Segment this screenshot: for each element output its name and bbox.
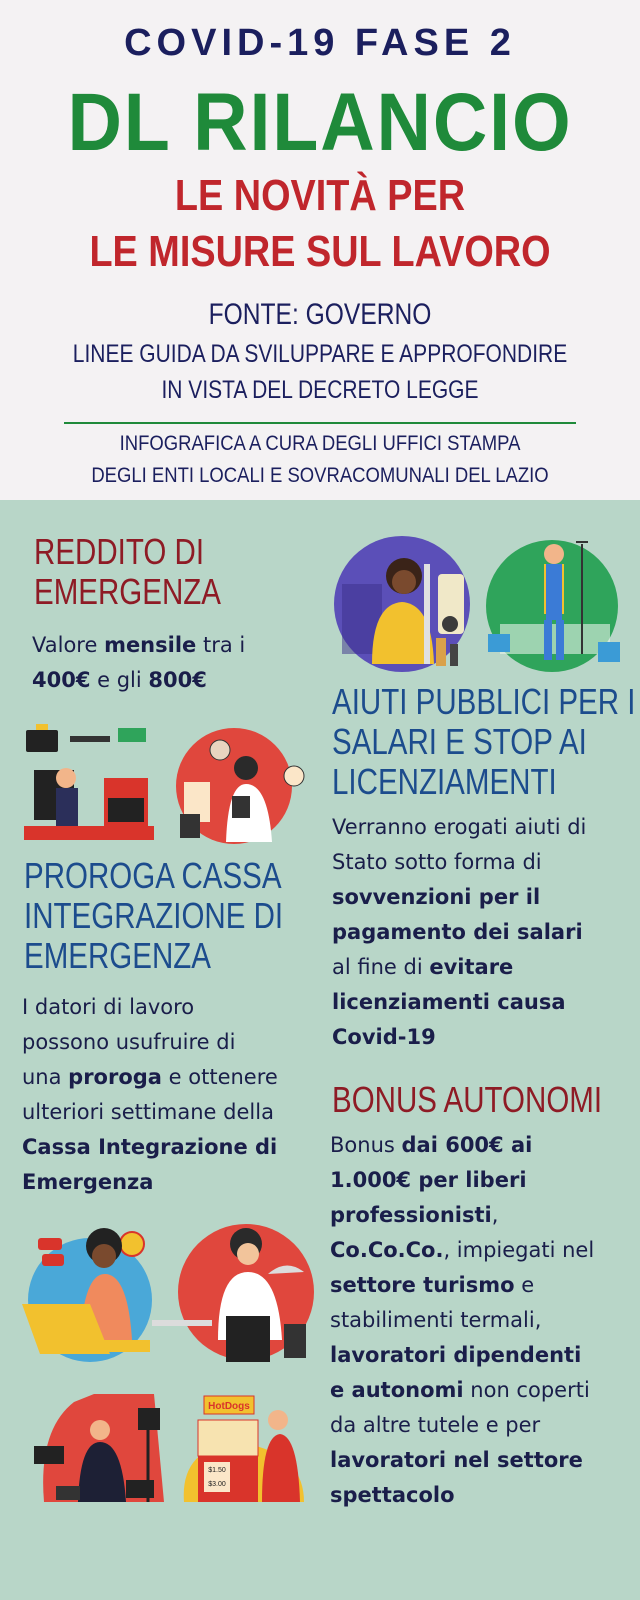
aiuti-text-6: licenziamenti causa — [332, 990, 566, 1014]
price-1: $1.50 — [208, 1467, 226, 1474]
bonus-text-10: lavoratori nel settore — [330, 1448, 583, 1472]
bonus-text-11: spettacolo — [330, 1483, 455, 1507]
aiuti-title-line1: AIUTI PUBBLICI PER I — [332, 681, 636, 722]
cassa-title-line1: PROROGA CASSA — [24, 855, 282, 896]
bonus-text-8c: non coperti — [463, 1378, 590, 1402]
bonus-text-3c: , — [491, 1203, 499, 1227]
price-2: $3.00 — [208, 1481, 226, 1488]
cassa-text-3a: una — [22, 1065, 69, 1089]
sanitizer-farmer-illustration — [332, 524, 628, 674]
aiuti-text-7: Covid-19 — [332, 1025, 436, 1049]
bonus-text-5c: e — [514, 1273, 535, 1297]
header-subtitle-2: LE MISURE SUL LAVORO — [89, 227, 551, 276]
bonus-text-3b: professionisti — [330, 1203, 492, 1227]
bonus-title — [332, 1080, 602, 1120]
worker-scientist-illustration — [24, 722, 314, 846]
aiuti-text-3: sovvenzioni per il — [332, 885, 541, 909]
bonus-text-9: da altre tutele e per — [330, 1413, 541, 1437]
header-guide-1: LINEE GUIDA DA SVILUPPARE E APPROFONDIRE — [72, 340, 568, 368]
bonus-text-4c: , impiegati nel — [443, 1238, 595, 1262]
header — [0, 0, 640, 500]
reddito-text-2: tra i — [196, 633, 246, 657]
reddito-title-line2: EMERGENZA — [34, 571, 221, 612]
reddito-text-3: e gli — [90, 668, 149, 692]
bonus-text-1a: Bonus — [330, 1133, 402, 1157]
hotdog-sign-text: HotDogs — [208, 1401, 250, 1412]
bonus-text-8b: e autonomi — [330, 1378, 464, 1402]
header-divider — [64, 422, 576, 424]
reddito-bold-mensile: mensile — [104, 633, 197, 657]
cassa-text-3c: e ottenere — [161, 1065, 278, 1089]
aiuti-title-line2: SALARI E STOP AI — [332, 721, 587, 762]
aiuti-text — [332, 810, 632, 1055]
bonus-text-6: stabilimenti termali, — [330, 1308, 542, 1332]
cassa-title-line3: EMERGENZA — [24, 935, 211, 976]
aiuti-text-5a: al fine di — [332, 955, 430, 979]
cassa-text-4: ulteriori settimane della — [22, 1100, 274, 1124]
reddito-title — [34, 532, 221, 612]
cassa-text — [22, 990, 322, 1200]
aiuti-title — [332, 682, 635, 802]
cassa-text-6: Emergenza — [22, 1170, 154, 1194]
aiuti-title-line3: LICENZIAMENTI — [332, 761, 557, 802]
aiuti-text-2: Stato sotto forma di — [332, 850, 542, 874]
header-subtitle-1: LE NOVITÀ PER — [174, 171, 466, 220]
aiuti-text-5b: evitare — [429, 955, 514, 979]
reddito-bold-400: 400€ — [32, 668, 91, 692]
bonus-text-1b: dai 600€ ai — [401, 1133, 533, 1157]
reddito-title-line1: REDDITO DI — [34, 531, 205, 572]
bonus-title-line: BONUS AUTONOMI — [332, 1079, 603, 1120]
cassa-text-3b: proroga — [68, 1065, 162, 1089]
header-guide-2: IN VISTA DEL DECRETO LEGGE — [161, 376, 479, 404]
film-crew-hotdog-illustration — [34, 1390, 314, 1506]
reddito-text — [32, 628, 292, 698]
cassa-text-1: I datori di lavoro — [22, 995, 195, 1019]
header-title: DL RILANCIO — [67, 77, 573, 168]
bonus-text-2: 1.000€ per liberi — [330, 1168, 527, 1192]
aiuti-text-1: Verranno erogati aiuti di — [332, 815, 587, 839]
reddito-text-1: Valore — [32, 633, 105, 657]
bonus-text-7: lavoratori dipendenti — [330, 1343, 582, 1367]
bonus-text-5b: settore turismo — [330, 1273, 515, 1297]
header-source: FONTE: GOVERNO — [208, 298, 432, 331]
reddito-bold-800: 800€ — [148, 668, 207, 692]
header-line1: COVID-19 FASE 2 — [124, 22, 516, 64]
bonus-text — [330, 1128, 636, 1513]
header-credit-1: INFOGRAFICA A CURA DEGLI UFFICI STAMPA — [119, 432, 521, 455]
remote-worker-waitress-illustration — [20, 1220, 320, 1370]
main-content — [0, 500, 640, 1600]
cassa-text-5: Cassa Integrazione di — [22, 1135, 278, 1159]
aiuti-text-4: pagamento dei salari — [332, 920, 583, 944]
cassa-text-2: possono usufruire di — [22, 1030, 236, 1054]
bonus-text-4b: Co.Co.Co. — [330, 1238, 444, 1262]
cassa-title — [24, 856, 283, 976]
cassa-title-line2: INTEGRAZIONE DI — [24, 895, 284, 936]
header-credit-2: DEGLI ENTI LOCALI E SOVRACOMUNALI DEL LAZIO — [91, 464, 549, 487]
